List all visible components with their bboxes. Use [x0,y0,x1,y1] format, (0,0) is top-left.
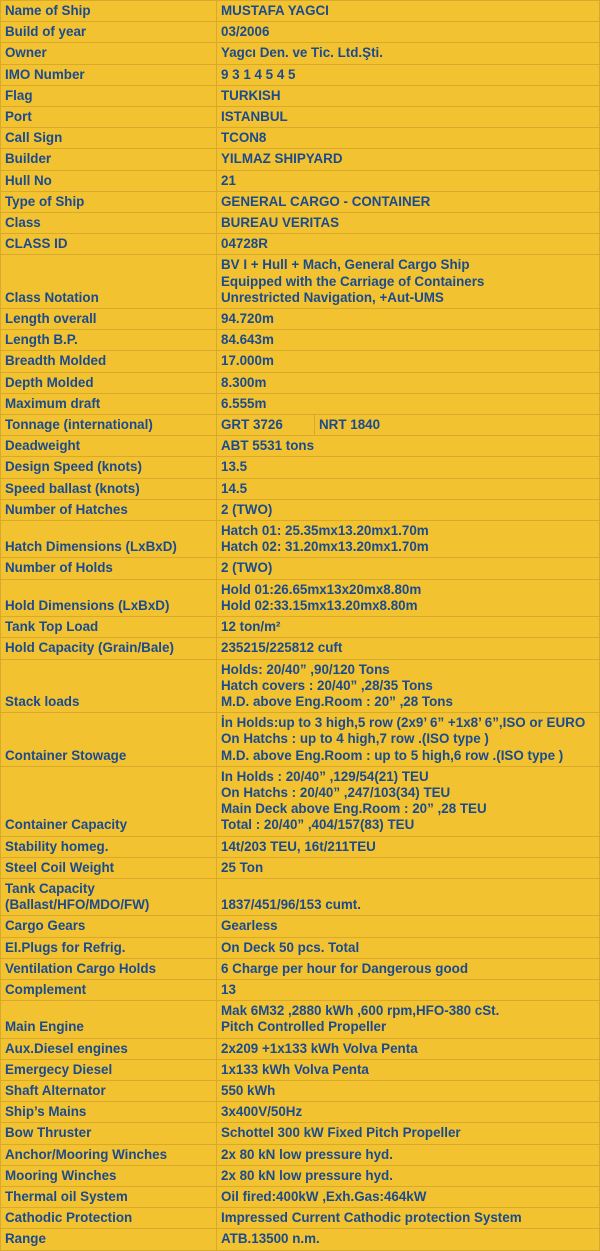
table-row [1,170,600,191]
table-row [1,234,600,255]
table-row [1,309,600,330]
row-value [217,107,600,128]
row-value-line: GENERAL CARGO - CONTAINER [221,193,431,209]
row-value-line: 14.5 [221,480,248,496]
row-label: El.Plugs for Refrig. [1,937,217,958]
row-value-line: 3x400V/50Hz [221,1104,303,1120]
row-value-line: 13.5 [221,459,248,475]
row-value-line: Mak 6M32 ,2880 kWh ,600 rpm,HFO-380 cSt. [221,1003,500,1019]
row-value-line: M.D. above Eng.Room : 20” ,28 Tons [221,693,453,709]
table-row [1,393,600,414]
row-label: Ship’s Mains [1,1102,217,1123]
row-value [217,393,600,414]
row-value [217,579,600,616]
row-label [1,878,217,915]
row-label-line: (Ballast/HFO/MDO/FW) [5,897,150,913]
row-label: Hatch Dimensions (LxBxD) [1,521,217,558]
row-value-line: Schottel 300 kW Fixed Pitch Propeller [221,1125,461,1141]
row-label: Emergecy Diesel [1,1059,217,1080]
table-row [1,1186,600,1207]
row-value-line: İn Holds:up to 3 high,5 row (2x9’ 6” +1x8’ 6”,ISO or EURO [221,715,586,731]
table-row [1,457,600,478]
row-label: Hold Capacity (Grain/Bale) [1,638,217,659]
row-label: Mooring Winches [1,1165,217,1186]
row-value [217,43,600,64]
row-value [217,558,600,579]
row-value-line: 17.000m [221,353,274,369]
row-label: Stability homeg. [1,836,217,857]
table-row [1,916,600,937]
table-row [1,330,600,351]
table-row [1,521,600,558]
table-row [1,617,600,638]
row-label: Name of Ship [1,1,217,22]
row-value [217,1208,600,1229]
row-label: Builder [1,149,217,170]
row-value [217,878,600,915]
table-row [1,85,600,106]
table-row [1,351,600,372]
row-value [217,234,600,255]
row-value [217,149,600,170]
row-label: Complement [1,979,217,1000]
table-row [1,979,600,1000]
table-row [1,1229,600,1250]
row-value [217,916,600,937]
row-value-line: Equipped with the Carriage of Containers [221,273,485,289]
row-value [217,1,600,22]
row-value-line: BV I + Hull + Mach, General Cargo Ship [221,257,470,273]
row-value [217,436,600,457]
table-row [1,659,600,713]
row-value-line: 2x 80 kN low pressure hyd. [221,1146,393,1162]
row-label: Anchor/Mooring Winches [1,1144,217,1165]
row-value-line: 84.643m [221,332,274,348]
row-value-line: 2x209 +1x133 kWh Volva Penta [221,1040,418,1056]
row-value [217,1229,600,1250]
table-row [1,1123,600,1144]
row-value [217,617,600,638]
row-label: Port [1,107,217,128]
row-label: Number of Hatches [1,499,217,520]
row-value-line: 9 3 1 4 5 4 5 [221,66,296,82]
row-label: Maximum draft [1,393,217,414]
row-value-line: 6.555m [221,395,267,411]
table-row [1,1144,600,1165]
row-label: Class Notation [1,255,217,309]
row-label: Owner [1,43,217,64]
table-row [1,191,600,212]
row-value-line: Pitch Controlled Propeller [221,1019,387,1035]
row-value [217,64,600,85]
table-row [1,713,600,767]
row-value-line: On Hatchs : up to 4 high,7 row .(ISO type ) [221,731,489,747]
row-value-line: 6 Charge per hour for Dangerous good [221,960,469,976]
row-label: Length B.P. [1,330,217,351]
row-label: Design Speed (knots) [1,457,217,478]
row-label: Range [1,1229,217,1250]
row-value-line: Hold 01:26.65mx13x20mx8.80m [221,581,422,597]
table-row [1,1001,600,1038]
table-row [1,478,600,499]
row-value [217,638,600,659]
table-row [1,1165,600,1186]
row-label: Length overall [1,309,217,330]
row-value-line: MUSTAFA YAGCI [221,3,329,18]
table-row [1,128,600,149]
row-value [217,1144,600,1165]
row-value [217,1001,600,1038]
row-value [217,351,600,372]
row-value [217,309,600,330]
row-value-line: On Hatchs : 20/40” ,247/103(34) TEU [221,784,451,800]
row-value [217,857,600,878]
table-row [1,372,600,393]
row-label: Deadweight [1,436,217,457]
table-row [1,1208,600,1229]
row-value [217,713,600,767]
table-row [1,579,600,616]
row-value-line: 14t/203 TEU, 16t/211TEU [221,838,376,854]
row-value-line: 03/2006 [221,24,270,40]
row-value [217,937,600,958]
row-label: Tank Top Load [1,617,217,638]
table-row [1,1080,600,1101]
row-label: Thermal oil System [1,1186,217,1207]
row-value-line: ISTANBUL [221,109,288,125]
row-value [217,415,600,436]
table-row [1,415,600,436]
table-row [1,958,600,979]
row-value-line: ATB.13500 n.m. [221,1231,320,1247]
row-label: Ventilation Cargo Holds [1,958,217,979]
table-row [1,43,600,64]
row-value [217,457,600,478]
row-value-line: Main Deck above Eng.Room : 20” ,28 TEU [221,801,487,817]
row-value-line: Hatch 02: 31.20mx13.20mx1.70m [221,539,429,555]
row-value [217,1165,600,1186]
row-value-line: 8.300m [221,374,267,390]
table-row [1,22,600,43]
row-value [217,372,600,393]
row-value [217,170,600,191]
row-label: Type of Ship [1,191,217,212]
row-value [217,330,600,351]
row-value [217,22,600,43]
row-value-line: 2 (TWO) [221,560,273,576]
table-row [1,499,600,520]
row-value-line: 235215/225812 cuft [221,640,343,656]
row-value [217,766,600,836]
row-value [217,128,600,149]
row-label: Hold Dimensions (LxBxD) [1,579,217,616]
row-value [217,659,600,713]
tonnage-split [217,415,599,435]
row-label: Cargo Gears [1,916,217,937]
row-value-line: 94.720m [221,311,274,327]
table-row [1,213,600,234]
row-value-line: 550 kWh [221,1082,276,1098]
table-row [1,638,600,659]
row-value [217,85,600,106]
row-label: CLASS ID [1,234,217,255]
row-value [217,255,600,309]
row-value [217,1080,600,1101]
row-value [217,1059,600,1080]
row-label: Steel Coil Weight [1,857,217,878]
row-value [217,1123,600,1144]
row-value-line: TCON8 [221,130,267,146]
row-value-line: Hatch covers : 20/40” ,28/35 Tons [221,677,433,693]
row-value [217,836,600,857]
row-label: Breadth Molded [1,351,217,372]
row-label: Tonnage (international) [1,415,217,436]
row-value-line: Impressed Current Cathodic protection System [221,1210,522,1226]
row-value-line: Yagcı Den. ve Tic. Ltd.Şti. [221,45,383,61]
row-value-line: Total : 20/40” ,404/157(83) TEU [221,817,415,833]
row-value [217,499,600,520]
table-row [1,857,600,878]
row-value-line: ABT 5531 tons [221,438,315,454]
table-row [1,836,600,857]
table-row [1,937,600,958]
row-label: Bow Thruster [1,1123,217,1144]
row-label: Container Capacity [1,766,217,836]
row-value [217,958,600,979]
row-value-line: Hold 02:33.15mx13.20mx8.80m [221,597,418,613]
row-value-line: Oil fired:400kW ,Exh.Gas:464kW [221,1188,427,1204]
row-value-line: 13 [221,981,236,997]
row-value-line: 2x 80 kN low pressure hyd. [221,1167,393,1183]
table-row [1,149,600,170]
row-value [217,191,600,212]
row-value-line: On Deck 50 pcs. Total [221,939,360,955]
row-label: Aux.Diesel engines [1,1038,217,1059]
table-body [1,1,600,1251]
table-row [1,1102,600,1123]
row-value [217,521,600,558]
row-label: Speed ballast (knots) [1,478,217,499]
row-value-line: 1x133 kWh Volva Penta [221,1061,369,1077]
row-value-line: 21 [221,172,236,188]
row-value-line: 2 (TWO) [221,501,273,517]
table-row [1,558,600,579]
table-row [1,1038,600,1059]
row-label: Container Stowage [1,713,217,767]
row-label: Hull No [1,170,217,191]
row-value-line: In Holds : 20/40” ,129/54(21) TEU [221,768,429,784]
row-label: IMO Number [1,64,217,85]
row-value-line: M.D. above Eng.Room : up to 5 high,6 row .(ISO type ) [221,747,564,763]
row-value-line: Gearless [221,918,278,934]
row-value-line: Hatch 01: 25.35mx13.20mx1.70m [221,523,429,539]
row-value-line: 04728R [221,236,268,252]
nrt-value: NRT 1840 [319,417,381,433]
table-row [1,107,600,128]
row-label: Call Sign [1,128,217,149]
table-row [1,766,600,836]
row-value [217,1102,600,1123]
row-value-line: Unrestricted Navigation, +Aut-UMS [221,289,444,305]
table-row [1,1,600,22]
row-label: Cathodic Protection [1,1208,217,1229]
row-label: Build of year [1,22,217,43]
row-value [217,478,600,499]
grt-value: GRT 3726 [217,415,315,435]
row-value-line: Holds: 20/40” ,90/120 Tons [221,661,390,677]
row-label: Flag [1,85,217,106]
row-value-line: 1837/451/96/153 cumt. [221,897,361,913]
row-value-line: 12 ton/m² [221,619,281,635]
row-label: Class [1,213,217,234]
row-label: Depth Molded [1,372,217,393]
row-value [217,1038,600,1059]
row-value [217,1186,600,1207]
row-value-line: TURKISH [221,87,281,103]
row-value-line: 25 Ton [221,859,264,875]
row-value [217,213,600,234]
table-row [1,878,600,915]
row-label-line: Tank Capacity [5,880,95,896]
row-value [217,979,600,1000]
table-row [1,255,600,309]
row-value-line: YILMAZ SHIPYARD [221,151,343,167]
row-label: Number of Holds [1,558,217,579]
table-row [1,436,600,457]
row-label: Shaft Alternator [1,1080,217,1101]
row-label: Stack loads [1,659,217,713]
row-label: Main Engine [1,1001,217,1038]
table-row [1,64,600,85]
row-value-line: BUREAU VERITAS [221,215,340,231]
table-row [1,1059,600,1080]
